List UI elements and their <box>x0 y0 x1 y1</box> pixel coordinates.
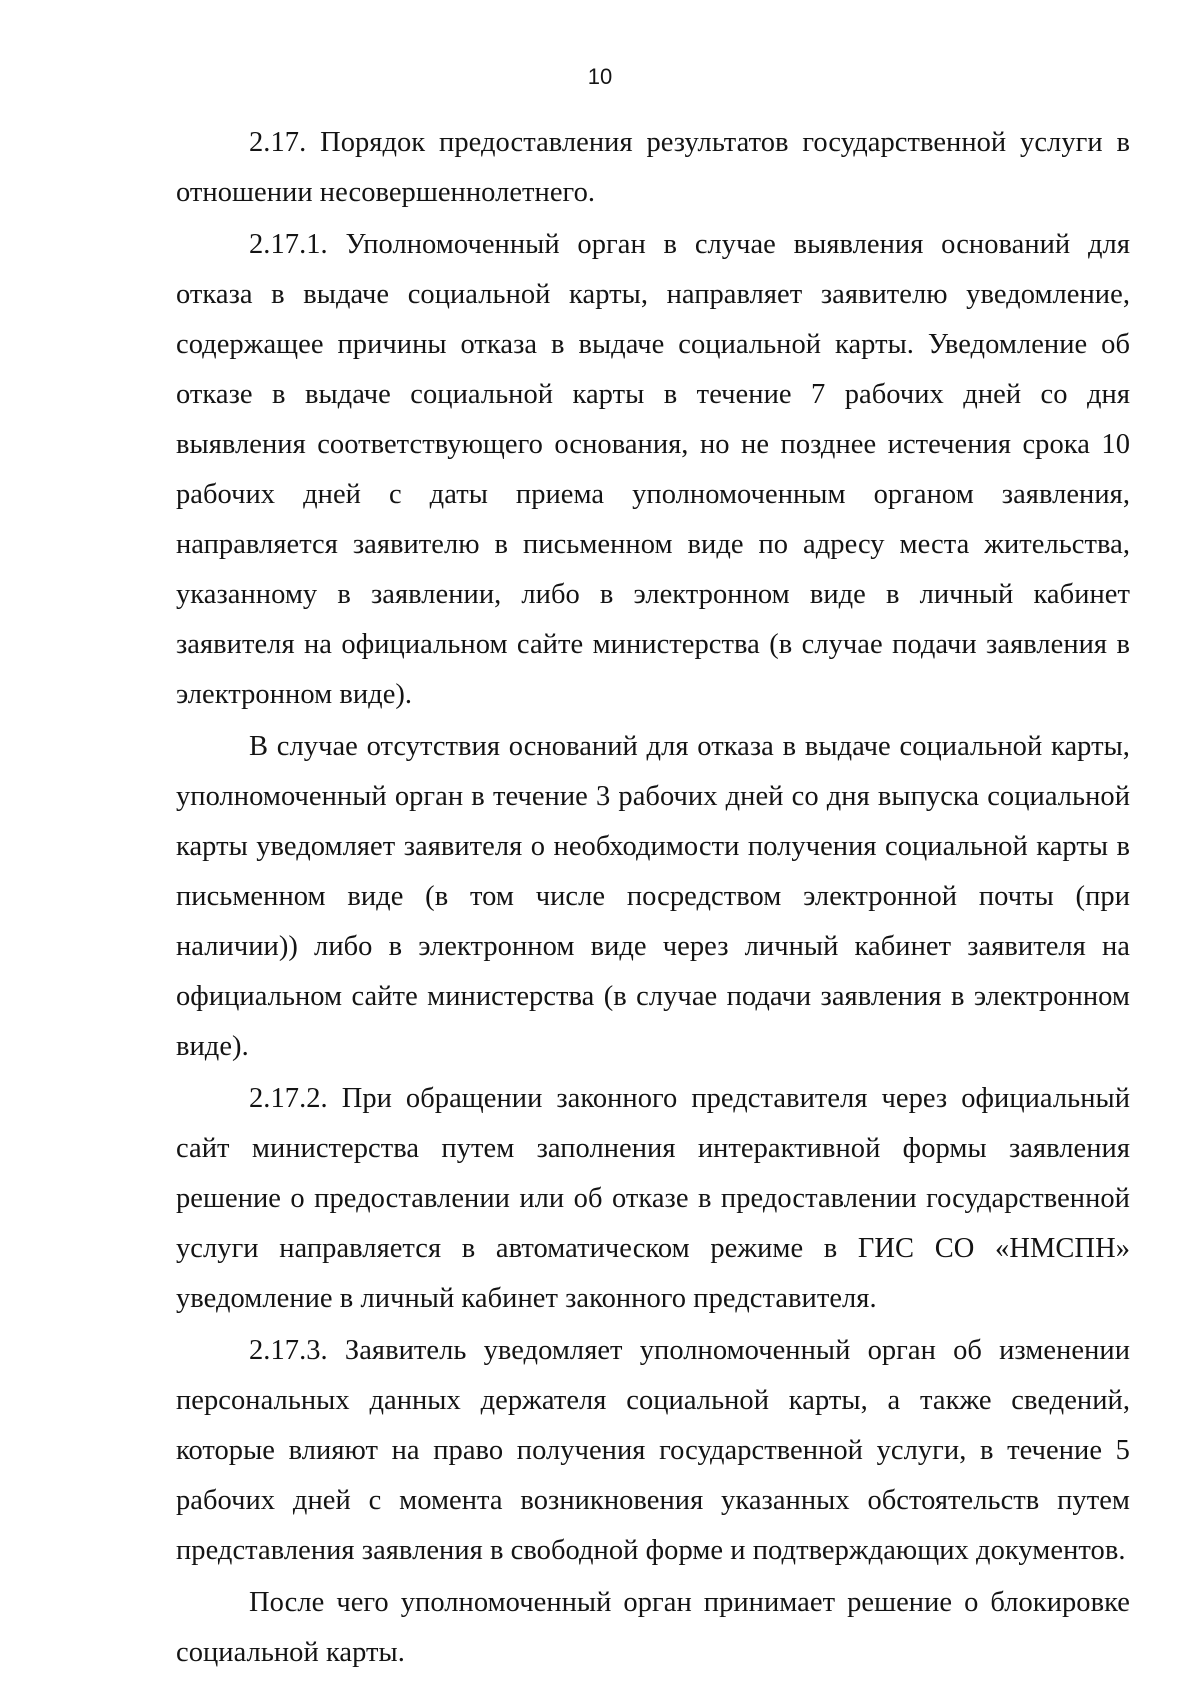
paragraph-2-17-1: 2.17.1. Уполномоченный орган в случае выявления оснований для отказа в выдаче социальной карты, направляет заявителю уведомление, содержащее причины отказа в выдаче социальной карты. Уведомление об отказе в выдаче социальной карты в течение 7 рабочих дней со дня выявления соответствующего основания, но не позднее истечения срока 10 рабочих дней с даты приема уполномоченным органом заявления, направляется заявителю в письменном виде по адресу места жительства, указанному в заявлении, либо в электронном виде в личный кабинет заявителя на официальном сайте министерства (в случае подачи заявления в электронном виде). <box>176 229 1130 710</box>
paragraph-blocking-decision: После чего уполномоченный орган принимает решение о блокировке социальной карты. <box>176 1587 1130 1668</box>
paragraph-2-17-heading: 2.17. Порядок предоставления результатов государственной услуги в отношении несовершеннолетнего. <box>176 127 1130 208</box>
page-number: 10 <box>587 64 613 89</box>
document-body <box>176 118 1130 1680</box>
paragraph-2-17-3: 2.17.3. Заявитель уведомляет уполномоченный орган об изменении персональных данных держателя социальной карты, а также сведений, которые влияют на право получения государственной услуги, в течение 5 рабочих дней с момента возникновения указанных обстоятельств путем представления заявления в свободной форме и подтверждающих документов. <box>176 1335 1130 1566</box>
paragraph-no-refusal-grounds: В случае отсутствия оснований для отказа в выдаче социальной карты, уполномоченный орган в течение 3 рабочих дней со дня выпуска социальной карты уведомляет заявителя о необходимости получения социальной карты в письменном виде (в том числе посредством электронной почты (при наличии)) либо в электронном виде через личный кабинет заявителя на официальном сайте министерства (в случае подачи заявления в электронном виде). <box>176 731 1130 1062</box>
paragraph-2-17-2: 2.17.2. При обращении законного представителя через официальный сайт министерства путем заполнения интерактивной формы заявления решение о предоставлении или об отказе в предоставлении государственной услуги направляется в автоматическом режиме в ГИС СО «НМСПН» уведомление в личный кабинет законного представителя. <box>176 1083 1130 1314</box>
